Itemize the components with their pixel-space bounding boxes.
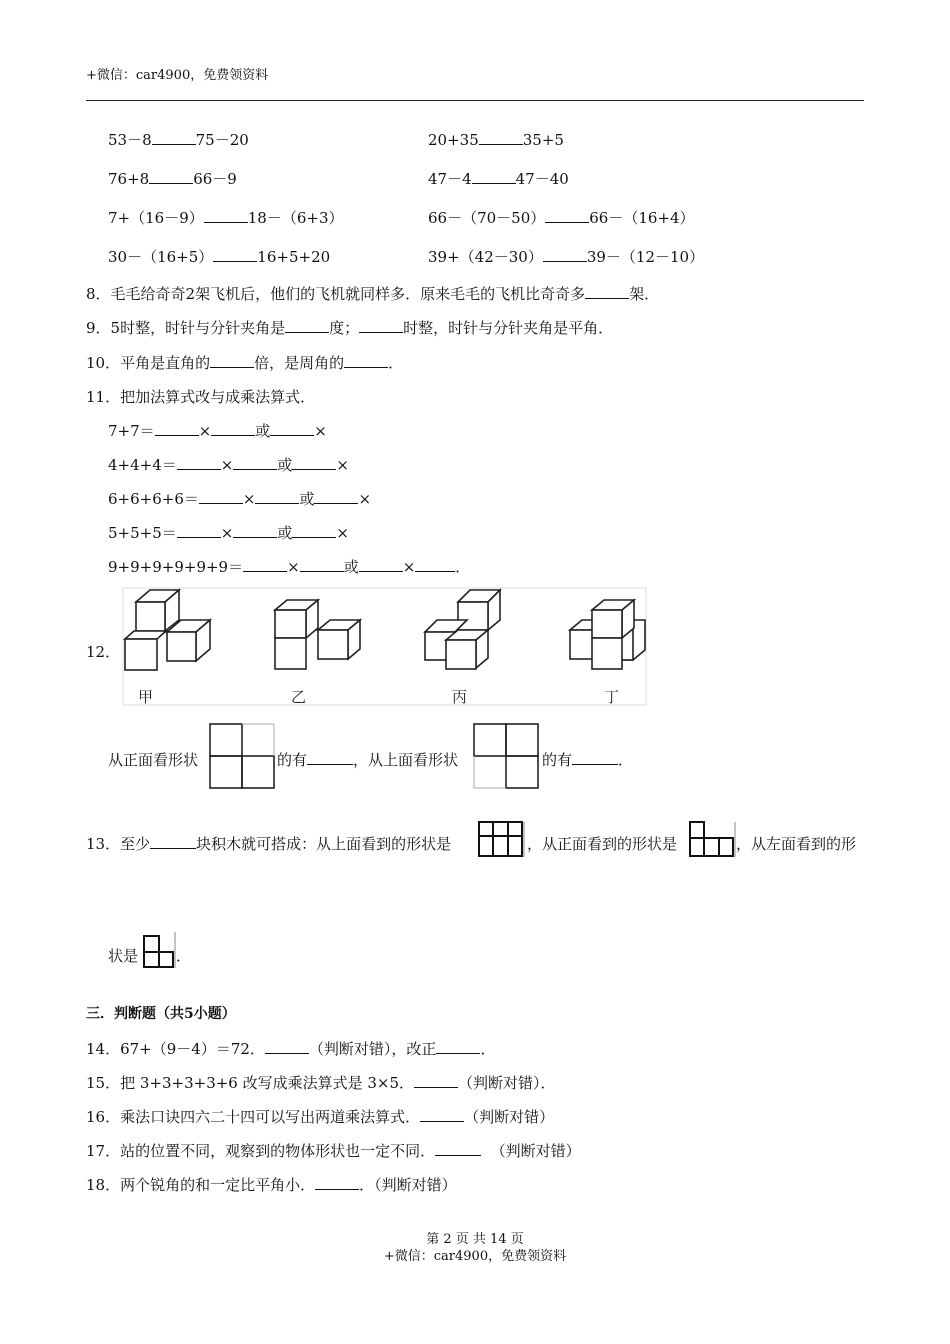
q11-line-5: 9+9+9+9+9+9＝ × 或 × ． [108,558,471,576]
question-17: 17．站的位置不同，观察到的物体形状也一定不同． （判断对错） [86,1142,581,1160]
page-number: 第 2 页 共 14 页 [426,1232,524,1247]
q13-front-shape [690,822,733,856]
compare-row-3-right: 66－（70－50） 66－（16+4） [428,209,695,227]
answer-blank[interactable] [307,750,353,765]
question-13-end: ，从左面看到的形 [736,835,857,853]
question-12-number: 12． [86,643,121,661]
answer-blank[interactable] [265,1039,309,1054]
page-footer: +微信：car4900，免费领资料 [383,1249,567,1264]
label-yi: 乙 [291,688,307,706]
answer-blank[interactable] [420,1107,464,1122]
figure-jia [125,590,210,670]
section-3-title: 三．判断题（共5小题） [86,1006,236,1022]
question-9: 9．5时整，时针与分针夹角是 度； 时整，时针与分针夹角是平角． [86,319,614,337]
answer-blank[interactable] [436,1039,480,1054]
answer-blank[interactable] [414,1073,458,1088]
label-ding: 丁 [604,688,620,706]
answer-blank[interactable] [435,1141,481,1156]
q12-front-answer: 的有 ，从上面看形状 [277,751,459,769]
question-13-mid: ，从正面看到的形状是 [527,835,678,853]
answer-blank[interactable] [150,834,196,849]
q11-line-1: 7+7＝ × 或 × [108,422,327,440]
front-view-shape [210,724,274,788]
question-13-cont: 状是 [108,947,139,965]
question-10: 10．平角是直角的 倍，是周角的 ． [86,354,404,372]
compare-row-4-right: 39+（42－30） 39－（12－10） [428,248,705,266]
question-14: 14．67+（9－4）＝72． （判断对错），改正 ． [86,1040,496,1058]
question-11-title: 11．把加法算式改与成乘法算式． [86,388,316,406]
question-18: 18．两个锐角的和一定比平角小． ．（判断对错） [86,1176,457,1194]
figure-ding [570,600,645,669]
compare-row-3-left: 7+（16－9） 18－（6+3） [108,209,344,227]
page-header: +微信：car4900，免费领资料 [86,68,269,83]
answer-blank[interactable] [572,750,618,765]
question-13-start: 13．至少 块积木就可搭成：从上面看到的形状是 [86,835,452,853]
q13-left-shape [144,936,173,967]
question-15: 15．把 3+3+3+3+6 改写成乘法算式是 3×5． （判断对错）． [86,1074,556,1092]
compare-row-1-left: 53－8 75－20 [108,131,249,149]
question-16: 16．乘法口诀四六二十四可以写出两道乘法算式． （判断对错） [86,1108,555,1126]
q11-line-2: 4+4+4＝ × 或 × [108,456,349,474]
compare-row-2-left: 76+8 66－9 [108,170,237,188]
q11-line-3: 6+6+6+6＝ × 或 × [108,490,372,508]
question-8: 8．毛毛给奇奇2架飞机后，他们的飞机就同样多．原来毛毛的飞机比奇奇多 架． [86,285,660,303]
compare-row-4-left: 30－（16+5） 16+5+20 [108,248,331,266]
label-jia: 甲 [138,688,154,706]
figure-bing [425,590,500,669]
q12-front-text: 从正面看形状 [108,751,199,769]
q11-line-4: 5+5+5＝ × 或 × [108,524,349,542]
q12-top-answer: 的有 ． [542,751,634,769]
question-13-period: ． [176,947,192,965]
figure-yi [275,600,360,669]
q13-top-shape [479,822,522,856]
answer-blank[interactable] [315,1175,359,1190]
compare-row-2-right: 47－4 47－40 [428,170,569,188]
compare-row-1-right: 20+35 35+5 [428,131,564,149]
top-view-shape [474,724,538,788]
label-bing: 丙 [452,688,468,706]
